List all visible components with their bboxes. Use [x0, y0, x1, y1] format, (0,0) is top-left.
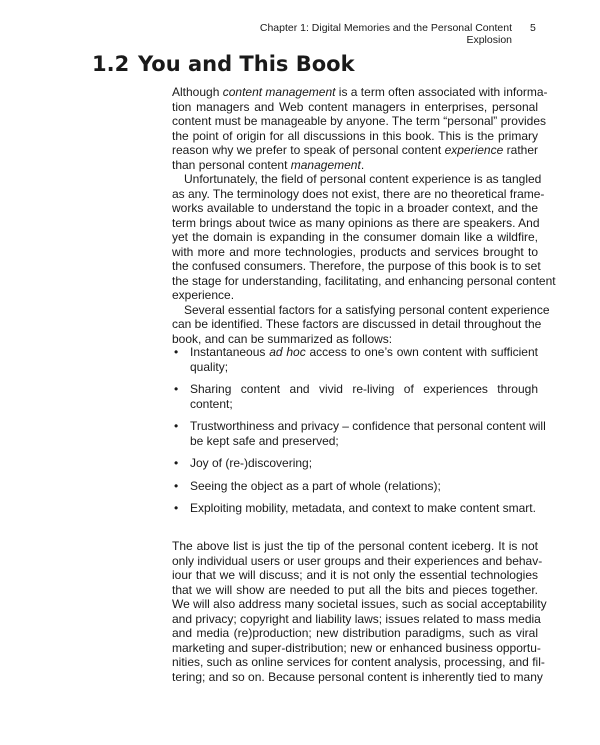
text-line [190, 419, 546, 434]
body-text-top [172, 85, 556, 346]
running-header: Chapter 1: Digital Memories and the Personal Content Explosion [259, 22, 512, 46]
text-line [172, 583, 538, 598]
text-run: only individual users or user groups and their experiences and behav- [172, 553, 543, 568]
text-line [172, 201, 538, 216]
text-run: We will also address many societal issues, such as social acceptability [172, 597, 547, 611]
bullet-icon: • [174, 419, 179, 433]
bullet-icon: • [174, 501, 179, 515]
bullet-item [172, 501, 538, 516]
text-run: book, and can be summarized as follows: [172, 331, 393, 346]
text-line [172, 626, 538, 641]
text-line [172, 539, 538, 554]
text-run: with more and more technologies, products and services brought to [172, 244, 538, 259]
text-run: than personal content [172, 157, 291, 172]
text-line [172, 640, 541, 656]
text-run: Several essential factors for a satisfying personal content experience [184, 302, 550, 317]
text-line [172, 186, 545, 202]
text-line [190, 479, 538, 494]
text-run: iour that we will discuss; and it is not only the essential technologies [172, 568, 538, 582]
section-number: 1.2 [92, 52, 130, 76]
paragraph [172, 302, 550, 347]
text-line [172, 611, 541, 627]
text-line [172, 85, 548, 100]
bullet-item [172, 479, 538, 494]
bullet-item [172, 345, 538, 374]
text-run: reason why we prefer to speak of personal content [172, 143, 445, 157]
text-run: rather [503, 143, 539, 157]
text-run: tering; and so on. Because personal content is inherently tied to many [172, 669, 543, 684]
text-run: content; [190, 396, 233, 411]
text-line [172, 114, 546, 129]
text-line [172, 669, 543, 685]
text-run: nities, such as online services for content analysis, processing, and fil- [172, 655, 545, 669]
bullet-list [172, 345, 546, 524]
text-line [172, 259, 541, 274]
text-line [190, 345, 538, 360]
text-run: . [360, 157, 365, 172]
text-line [172, 216, 538, 231]
text-run: and media (re)production; new distribution paradigms, such as viral [172, 626, 538, 640]
text-run: The above list is just the tip of the personal content iceberg. It is not [172, 539, 538, 553]
text-line [172, 230, 538, 245]
italic-text-run: management [290, 157, 361, 172]
bullet-icon: • [174, 456, 179, 470]
text-line [172, 302, 550, 318]
bullet-icon: • [174, 478, 179, 493]
paragraph [172, 85, 548, 172]
text-line [190, 501, 538, 516]
text-line [190, 397, 538, 412]
text-line [172, 143, 538, 158]
italic-text-run: experience [444, 143, 504, 157]
text-line [172, 288, 538, 303]
text-line [190, 456, 538, 471]
text-run: term brings about twice as many opinions as there are speakers. And [172, 215, 540, 230]
text-run: Unfortunately, the field of personal content experience is as tangled [184, 172, 542, 186]
text-run: that we will show are needed to put all the bits and pieces together. [172, 582, 538, 597]
text-line [190, 360, 538, 375]
text-run: experience. [172, 288, 235, 302]
text-run: Trustworthiness and privacy – confidence that personal content will [190, 419, 546, 433]
text-run: Exploiting mobility, metadata, and context to make content smart. [190, 501, 536, 515]
text-line [172, 172, 542, 187]
text-run: Sharing content and vivid re-living of experiences through [190, 382, 538, 396]
text-run: as any. The terminology does not exist, there are no theoretical frame- [172, 186, 545, 201]
text-run: Seeing the object as a part of whole (relations); [190, 478, 441, 493]
text-run: be kept safe and preserved; [190, 433, 339, 448]
text-line [172, 245, 538, 260]
text-run: the stage for understanding, facilitating, and enhancing personal content [172, 273, 556, 288]
text-run: Instantaneous [190, 345, 270, 359]
text-line [172, 597, 547, 612]
text-run: content must be manageable by anyone. The term “personal” provides [172, 114, 546, 128]
text-line [172, 129, 538, 144]
bullet-icon: • [174, 345, 179, 359]
text-line [172, 158, 538, 173]
bullet-item [172, 419, 546, 448]
section-heading [92, 52, 355, 76]
text-line [172, 273, 556, 289]
italic-text-run: content management [222, 85, 336, 99]
paragraph [172, 172, 556, 303]
text-run: marketing and super-distribution; new or enhanced business opportu- [172, 640, 541, 655]
text-line [172, 553, 543, 569]
bullet-item [172, 456, 538, 471]
text-run: Although [172, 85, 223, 99]
text-run: yet the domain is expanding in the consumer domain like a wildfire, [172, 230, 538, 244]
text-run: Joy of (re-)discovering; [190, 456, 313, 470]
bullet-item [172, 382, 538, 411]
body-text-bottom [172, 539, 547, 684]
text-line [190, 382, 538, 397]
text-line [172, 317, 542, 332]
page-number: 5 [530, 22, 536, 34]
text-run: and privacy; copyright and liability laws; issues related to mass media [172, 611, 541, 626]
italic-text-run: ad hoc [269, 345, 306, 359]
text-line [172, 100, 538, 115]
section-title: You and This Book [138, 52, 355, 76]
text-line [172, 655, 545, 670]
text-line [190, 434, 538, 449]
bullet-icon: • [174, 382, 179, 396]
text-run: access to one’s own content with sufficient [305, 345, 538, 359]
text-line [172, 568, 538, 583]
text-run: tion managers and Web content managers in enterprises, personal [172, 99, 538, 114]
text-run: the point of origin for all discussions in this book. This is the primary [172, 128, 538, 143]
text-run: quality; [190, 359, 229, 374]
text-line [172, 332, 538, 347]
text-run: is a term often associated with informa- [335, 85, 548, 99]
text-run: works available to understand the topic in a broader context, and the [172, 201, 538, 215]
text-run: the confused consumers. Therefore, the purpose of this book is to set [172, 259, 541, 273]
paragraph [172, 539, 547, 684]
text-run: can be identified. These factors are discussed in detail throughout the [172, 317, 542, 331]
